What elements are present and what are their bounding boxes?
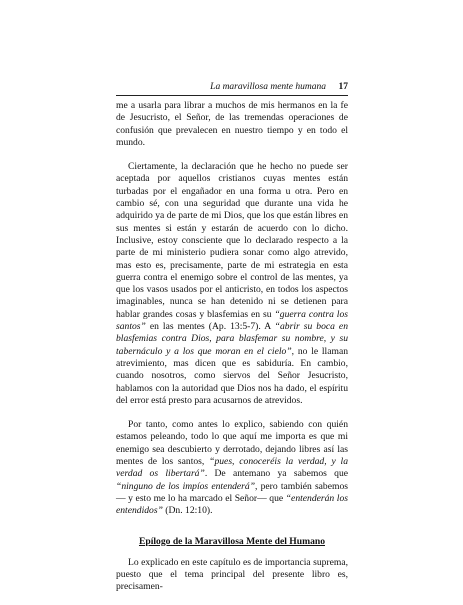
page-header	[116, 80, 348, 94]
paragraph-2-text-b: en las mentes (Ap. 13:5-7). A	[145, 321, 275, 333]
quote-guerra-santos: “guerra contra los santos”	[116, 308, 348, 333]
paragraph-1	[116, 100, 348, 149]
quote-blasfemias: “abrir su boca en blasfemias contra Dios, para blasfemar su nombre, y su tabernáculo y a los que moran en el cielo”	[116, 321, 348, 357]
paragraph-1-text: me a usarla para librar a muchos de mis hermanos en la fe de Jesucristo, el Señor, de las tremendas operaciones de confusión que prevalecen en nuestro tiempo y en todo el mundo.	[116, 100, 348, 148]
quote-verdad: “pues, conoceréis la verdad, y la verdad os libertará”	[116, 456, 349, 480]
running-title: La maravillosa mente humana	[210, 82, 326, 92]
paragraph-2-text-a: Ciertamente, la declaración que he hecho no puede ser aceptada por aquellos cristianos cuyas mentes están turbadas por el engañador en una forma u otra. Pero en cambio sé, con una seguridad que durante una vida he adquirido ya de parte de mi Dios, que los que están libres en sus mentes si están y estarán de acuerdo con lo dicho. Inclusive, estoy consciente que lo declarado respecto a la parte de mi ministerio pudiera sonar como algo atrevido, mas esto es, precisamente, parte de mi estrategia en esta guerra contra el enemigo sobre el control de las mentes, ya que los vasos usados por el anticristo, en todos los aspectos imaginables, nunca se han detenido ni se detienen para hablar grandes cosas y blasfemias en su	[116, 161, 348, 320]
paragraph-2	[116, 161, 348, 407]
paragraph-3-text-a: Por tanto, como antes lo explico, sabiendo con quién estamos peleando, todo lo que aquí me importa es que mi enemigo sea descubierto y derrotado, dejando libres así las mentes de los santos,	[116, 419, 348, 468]
header-rule	[116, 95, 348, 96]
paragraph-3-text-c: , pero también sabemos— y esto me lo ha marcado el Señor— que	[116, 480, 348, 504]
paragraph-3-text-d: (Dn. 12:10).	[162, 505, 213, 517]
quote-entendidos: “entenderán los entendidos”	[116, 492, 348, 517]
paragraph-2-text-c: , no le llaman atrevimiento, mas dicen que es sabiduría. En cambio, cuando nosotros, como siervos del Señor Jesucristo, hablamos con la autoridad que Dios nos ha dado, el espíritu del error está presto para acusarnos de atrevidos.	[116, 345, 348, 406]
page-number: 17	[338, 82, 348, 92]
paragraph-4	[116, 557, 348, 594]
paragraph-4-text: Lo explicado en este capítulo es de importancia suprema, puesto que el tema principal del presente libro es, precisamen-	[116, 556, 348, 593]
page-body	[116, 100, 348, 605]
quote-impios: “ninguno de los impíos entenderá”	[116, 480, 256, 492]
paragraph-3	[116, 419, 348, 517]
paragraph-3-text-b: . De antemano ya sabemos que	[204, 468, 348, 480]
section-heading: Epílogo de la Maravillosa Mente del Humano	[138, 535, 325, 547]
